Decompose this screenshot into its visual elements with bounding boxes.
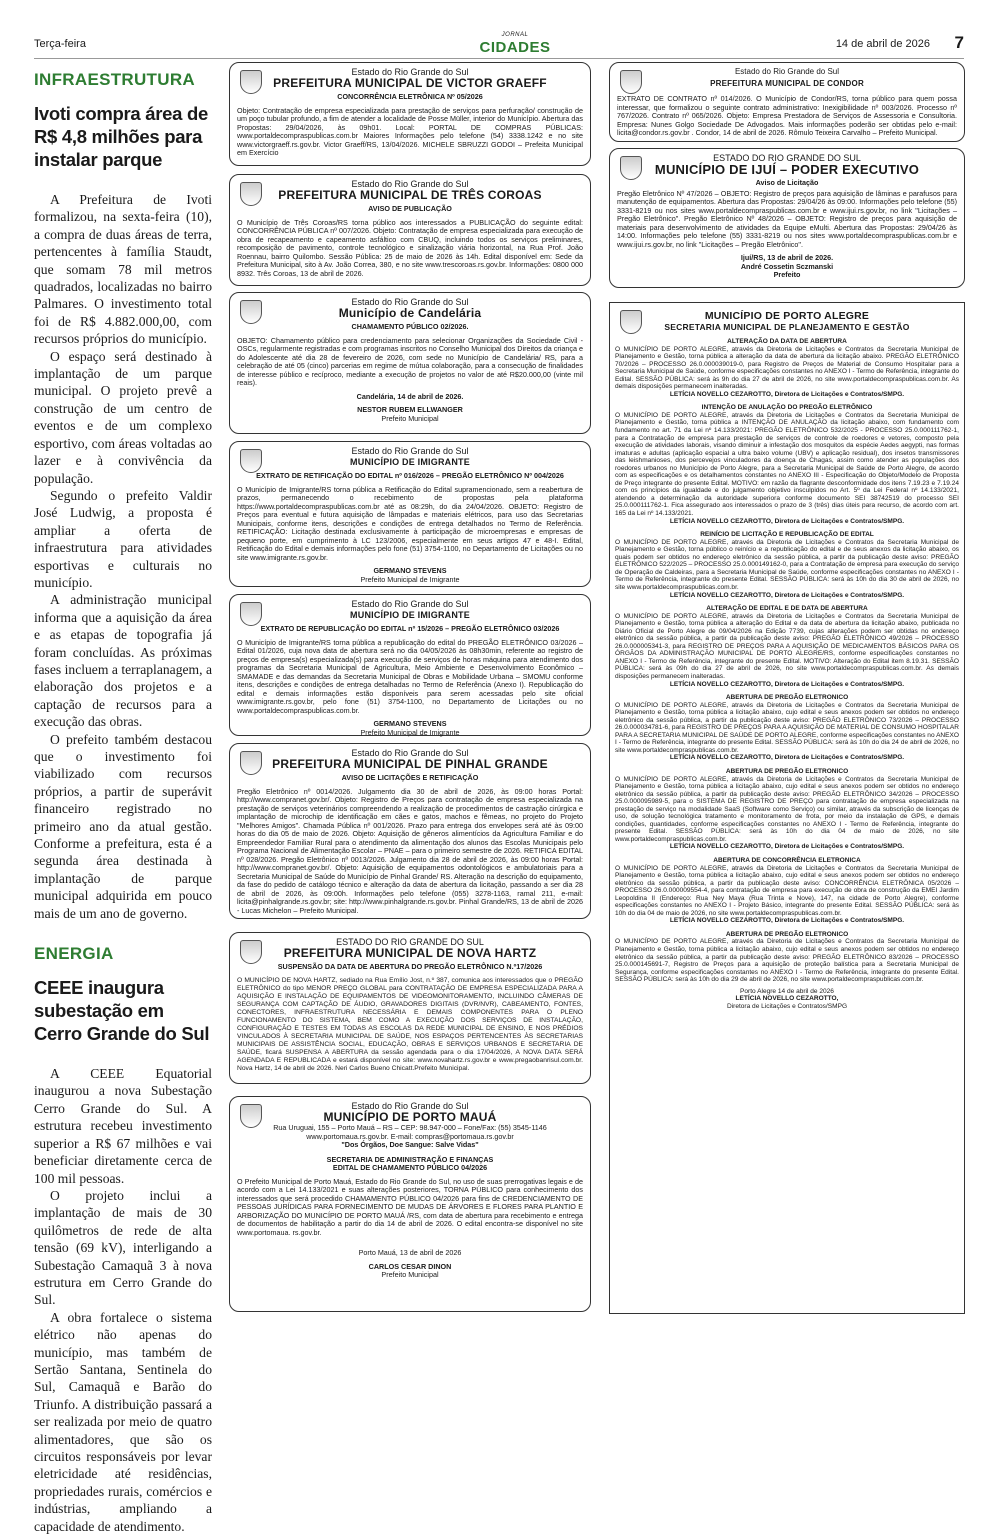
notice-signature: LETÍCIA NOVELLO CEZAROTTO, Diretora de Licitações e Contratos/SMPG.	[669, 754, 905, 762]
crest-icon	[240, 751, 262, 775]
notice-item	[615, 694, 959, 762]
notice-text: O MUNICÍPIO DE PORTO ALEGRE, através da Diretoria de Licitações e Contratos da Secretaria Municipal de Planejamento e Gestão, torna pública a alteração do Edital e da data de abertura da licitação abaixo, publicada no Diário Oficial de Porto Alegre de 09/04/2026 na Edição 7739, cujas alterações podem ser obtidas no endereço eletrônico da sessão pública, a partir da publicação deste aviso: PREGÃO ELETRÔNICO 49/2026 – PROCESSO 26.0.000005341-3, para REGISTRO DE PREÇOS PARA A AQUISIÇÃO DE MEDICAMENTOS BÁSICOS PARA OS ÓRGÃOS DA ADMINISTRAÇÃO MUNICIPAL DE PORTO ALEGRE/RS, conforme especificações constantes no ANEXO I - Termo de Referência, integrante do presente Edital. MOTIVO: Alteração do Edital item 8.19.31. SESSÃO PÚBLICA: será às 09h do dia 27 de abril de 2026, no site www.portaldecompraspublicas.com.br. As demais disposições permanecem inalteradas.	[615, 612, 959, 680]
notice-heading: INTENÇÃO DE ANULAÇÃO DO PREGÃO ELETRÔNICO	[701, 404, 873, 412]
article-body: A Prefeitura de Ivoti formalizou, na sexta-feira (10), a compra de duas áreas de terra, pertencentes à família Staudt, que somam 78 mil metros quadrados, localizadas no bairro Palmares. O investimento total foi de R$ 4.882.000,00, com recursos próprios do município. O espaço será destinado à implantação de um parque municipal. O projeto prevê a construção de um centro de eventos e de um complexo esportivo, com áreas voltadas ao lazer e à convivência da população. Segundo o prefeito Valdir José Ludwig, a proposta é ampliar a oferta de infraestrutura para atividades esportivas e culturais no município. A administração municipal informa que a aquisição da área e as etapas de topografia já foram concluídas. As próximas fases incluem a terraplanagem, a elaboração dos projetos e a captação de recursos para a execução das obras. O prefeito também destacou que o investimento foi viabilizado com recursos próprios, a partir de superávit financeiro registrado no primeiro ano da atual gestão. Conforme a prefeitura, esta é a segunda área destinada à implantação de parque municipal adquirida em pouco mais de um ano de governo.	[34, 192, 212, 921]
crest-icon	[240, 940, 262, 964]
notice-text: O MUNICÍPIO DE PORTO ALEGRE, através da Diretoria de Licitações e Contratos da Secretaria Municipal de Planejamento e Gestão, torna pública a licitação abaixo, cujo edital e seus anexos podem ser obtidos no endereço eletrônico da sessão pública, a partir da publicação deste aviso: PREGÃO ELETRÔNICO 73/2026 – PROCESSO 26.0.000034781-6, para REGISTRO DE PREÇOS PARA A AQUISIÇÃO DE MATERIAL DE CONSUMO HOSPITALAR PARA A SECRETARIA MUNICIPAL DE SAÚDE DE PORTO ALEGRE, conforme especificações constantes no ANEXO I - Termo de Referência, integrante do presente Edital. SESSÃO PÚBLICA: será às 10h do dia 24 de abril de 2026, no site www.portaldecompraspublicas.com.br.	[615, 701, 959, 754]
notice-signature: LETÍCIA NOVELLO CEZAROTTO, Diretora de Licitações e Contratos/SMPG.	[669, 917, 905, 925]
ad-ijui: ESTADO DO RIO GRANDE DO SUL MUNICÍPIO DE IJUÍ – PODER EXECUTIVO Aviso de Licitação Pregão Eletrônico Nº 47/2026 – OBJETO: Registro de preços para aquisição de lâminas e parafusos para manutenção de equipamentos. Abertura das Propostas: 29/04/26 às 09:00. Informações pelo telefone (55) 3331-8219 ou nos sites www.portaldecompraspublicas.com.br e www.ijui.rs.gov.br, no link "Licitações – Pregão Eletrônico". Pregão Eletrônico Nº 48/2026 – OBJETO: Registro de preços para aquisição de materiais para desenvolvimento de atividades da Equipe eMulti. Abertura das Propostas: 29/04/26 às 14:00. Informações pelo telefone (55) 3331-8219 ou nos sites www.portaldecompraspublicas.com.br e www.ijui.rs.gov.br, no link "Licitações – Pregão Eletrônico". Ijuí/RS, 13 de abril de 2026. André Cossetin Sczmanski Prefeito	[609, 148, 965, 288]
article-headline: Ivoti compra área de R$ 4,8 milhões para instalar parque	[34, 103, 208, 170]
notice-signature: LETÍCIA NOVELLO CEZAROTTO, Diretora de Licitações e Contratos/SMPG.	[669, 680, 905, 688]
crest-icon	[240, 602, 262, 626]
article-headline: CEEE inaugura subestação em Cerro Grande do Sul	[34, 977, 210, 1045]
crest-icon	[240, 449, 262, 473]
notice-text: O MUNICÍPIO DE PORTO ALEGRE, através da Diretoria de Licitações e Contratos da Secretaria Municipal de Planejamento e Gestão, torna pública a INTENÇÃO DE ANULAÇÃO da licitação abaixo, com fundamento com fundamento no art. 71 da Lei nº 14.133/2021: PREGÃO ELETRÔNICO 532/2025 - PROCESSO 25.0.000111762-1, para a Contratação de empresa para prestação de serviços de controle de roedores e vetores, composto pela execução de atividades laborais, visando diminuir a infestação dos mosquitos da espécie Aedes aegypti, nas formas imaturas e adultas (aplicação espacial a ultra baixo volume (UBV) e aplicação residual), dos insetos transmissores das leishmanioses, dos percevejos vinculadores da doença de Chagas, assim como atender as populações dos roedores urbanos no Município de Porto Alegre, para a Secretaria Municipal de Saúde de Porto Alegre, de acordo com as especificações e os detalhamentos constantes no ANEXO III - Especificação do Objeto/Modelo de Proposta de Preço integrante do presente Edital. MOTIVO: em razão da flagrante desconformidade dos itens 7.19.23 e 7.19.24 com os princípios da igualdade e do julgamento objetivo insculpidos no Art. 5º da Lei Federal nº 14.133/2021, atendendo a determinação da autoridade superiora conforme documento SEI 38742519 do processo SEI 25.0.000111762-1. Fica assegurado aos interessados o prazo de 3 (três) dias úteis para recurso, de acordo com art. 165 da Lei nº 14.133/2021.	[615, 411, 959, 518]
notice-signature: LETÍCIA NOVELLO CEZAROTTO, Diretora de Licitações e Contratos/SMPG.	[669, 591, 905, 599]
ad-porto-maua: Estado do Rio Grande do Sul MUNICÍPIO DE PORTO MAUÁ Rua Uruguai, 155 – Porto Mauá – RS – CEP: 98.947-000 – Fone/Fax: (55) 3545-1146 www.portomaua.rs.gov.br. E-mail: compras@portomaua.rs.gov.br "Dos Órgãos, Doe Sangue: Salve Vidas" SECRETARIA DE ADMINISTRAÇÃO E FINANÇAS EDITAL DE CHAMAMENTO PÚBLICO 04/2026 O Prefeito Municipal de Porto Mauá, Estado do Rio Grande do Sul, no uso de suas prerrogativas legais e de acordo com a Lei 14.133/2021 e suas alterações posteriores, TORNA PÚBLICO para conhecimento dos interessados que será procedido CHAMAMENTO PÚBLICO 04/2026 para fins de CREDENCIAMENTO DE PESSOAS JURÍDICAS PARA FORNECIMENTO DE MUDAS DE ÁRVORES E FLORES PARA PLANTIO E ARBORIZAÇÃO DO MUNICÍPIO DE PORTO MAUÁ /RS, com data de abertura para recebimento e entrega de documentos de habilitação a partir do dia 14 de abril de 2026. O edital encontra-se disponível no site www.portomaua. rs.gov.br. Porto Mauá, 13 de abril de 2026 CARLOS CESAR DINON Prefeito Municipal	[229, 1096, 591, 1312]
page-header	[34, 32, 964, 58]
notice-text: O MUNICÍPIO DE PORTO ALEGRE, através da Diretoria de Licitações e Contratos da Secretaria Municipal de Planejamento e Gestão, torna público o reinício e a republicação do edital e de seus anexos da licitação abaixo, os quais podem ser obtidos no endereço eletrônico da sessão pública, a partir da publicação deste aviso: PREGÃO ELETRÔNICO 522/2025 – PROCESSO 25.0.000149162-0, para a Contratação de empresa para execução do serviço de Operação de Caldeiras, para a Secretaria Municipal de Saúde, conforme especificações constantes no ANEXO I - Termo de Referência, integrante do presente Edital. SESSÃO PÚBLICA: será às 10h do dia 30 de abril de 2026, no site www.portaldecompraspublicas.com.br.	[615, 538, 959, 591]
crest-icon	[620, 156, 642, 180]
ad-imigrante-retificacao: Estado do Rio Grande do Sul MUNICÍPIO DE IMIGRANTE EXTRATO DE RETIFICAÇÃO DO EDITAL nº 016/2026 – PREGÃO ELETRÔNICO Nº 004/2026 O Município de Imigrante/RS torna pública a Retificação do Edital supramencionado, sem a reabertura de prazos, permanecendo o recebimento de propostas pela plataforma https://www.portaldecompraspublicas.com.br até as 08:29h, do dia 24/04/2026. OBJETO: Registro de Preços para eventual e futura aquisição de lâmpadas e materiais elétricos, para uso das Secretarias Municipais, conforme itens, descrições e condições de entrega detalhados no Termo de Referência. RETIFICAÇÃO: Licitação destinada exclusivamente à participação de microempresas e empresas de pequeno porte, em cumprimento à LC 123/2006, especialmente em seus artigos 47 e 48-I. Edital, Retificação do Edital e demais informações pelo fone (51) 3754-1100, no Departamento de Licitações ou no site www.imigrante.rs.gov.br. GERMANO STEVENS Prefeito Municipal de Imigrante	[229, 441, 591, 587]
ad-pinhal-grande: Estado do Rio Grande do Sul PREFEITURA MUNICIPAL DE PINHAL GRANDE AVISO DE LICITAÇÕES E RETIFICAÇÃO Pregão Eletrônico nº 0014/2026. Julgamento dia 30 de abril de 2026, às 09:00 horas Portal: http://www.compranet.gov.br/. Objeto: Registro de Preços para contratação de empresa especializada na prestação de serviços veterinários compreendendo a realização de procedimentos de castração cirúrgica e implantação de microchip de identificação em cães e gatos, machos e fêmeas, no projeto do Projeto "Melhores Amigos". Chamada Pública nº 001/2026. Prazo para entrega dos envelopes será até às 09:00 horas do dia 05 de maio de 2026. Objeto: Aquisição de gêneros alimentícios da Agricultura Familiar e do Empreendedor Familiar Rural para o atendimento da alimentação dos alunos das Escolas Municipais pelo Programa Nacional de Alimentação Escolar – PNAE – para o primeiro semestre de 2026. RETIFICA EDITAL nº 028/2026. Pregão Eletrônico nº 0013/2026. Julgamento dia 28 de abril de 2026, às 09:00 horas Portal: http://www.compranet.gov.br/. Objeto: Aquisição de equipamentos odontológicos e ambulatoriais para a Secretaria Municipal de Saúde do Município de Pinhal Grande/ RS. Alteração na descrição do equipamento, da fase do pedido de catálogo técnico e alteração da data de abertura da licitação, passando a ser dia 28 de abril de 2026, às 09:00h. Informações pelo telefone (055) 3278-1163, ramal 211, e-mail: licita@pinhalgrande.rs.gov.br; site: http://www.pinhalgrande.rs.gov.br. Pinhal Grande/RS, 13 de abril de 2026 - Lucas Michelon – Prefeito Municipal.	[229, 743, 591, 919]
crest-icon	[240, 70, 262, 94]
section-kicker: INFRAESTRUTURA	[34, 70, 195, 89]
notice-signature: LETÍCIA NOVELLO CEZAROTTO, Diretora de Licitações e Contratos/SMPG.	[669, 390, 905, 398]
notice-heading: ABERTURA DE PREGÃO ELETRONICO	[725, 767, 849, 775]
notice-text: O MUNICÍPIO DE PORTO ALEGRE, através da Diretoria de Licitações e Contratos da Secretaria Municipal de Planejamento e Gestão, torna pública a licitação abaixo, cujo edital e seus anexos podem ser obtidos no endereço eletrônico da sessão pública, a partir da publicação deste aviso: PREGÃO ELETRÔNICO 83/2026 – PROCESSO 25.0.000145691-7, Registro de Preços para a aquisição de proteção balística para a Secretaria Municipal de Segurança, conforme especificações constantes no ANEXO I - Termo de Referência, integrante do presente Edital. SESSÃO PÚBLICA: será às 10h do dia 29 de abril de 2026, no site www.portaldecompraspublicas.com.br.	[615, 938, 959, 984]
header-day: Terça-feira	[34, 38, 86, 50]
notice-heading: ALTERAÇÃO DE EDITAL E DE DATA DE ABERTURA	[706, 605, 868, 613]
page-number: 7	[954, 33, 964, 52]
ad-nova-hartz: ESTADO DO RIO GRANDE DO SUL PREFEITURA MUNICIPAL DE NOVA HARTZ SUSPENSÃO DA DATA DE ABERTURA DO PREGÃO ELETRÔNICO N.º17/2026 O MUNICÍPIO DE NOVA HARTZ, sediado na Rua Emílio Jost, n.º 387, comunica aos interessados que o PREGÃO ELETRÔNICO do tipo MENOR PREÇO GLOBAL para CONTRATAÇÃO DE EMPRESA ESPECIALIZADA PARA A AQUISIÇÃO E INSTALAÇÃO DE EQUIPAMENTOS DE VIDEOMONITORAMENTO, INCLUINDO CÂMERAS DE SEGURANÇA COM CAPTAÇÃO DE ÁUDIO, GRAVADORES DIGITAIS (DVR/NVR), CABEAMENTO, FONTES, CONECTORES, INFRAESTRUTURA NECESSÁRIA E DEMAIS COMPONENTES PARA O PLENO FUNCIONAMENTO DO SISTEMA, BEM COMO A EXECUÇÃO DOS SERVIÇOS DE INSTALAÇÃO, CONFIGURAÇÃO E TESTES EM TODAS AS ESCOLAS DA REDE MUNICIPAL DE ENSINO, E NOS PRÉDIOS VINCULADOS À SECRETARIA MUNICIPAL DE SAÚDE, NOS ESPAÇOS PERTENCENTES ÀS SECRETARIAS MUNICIPAIS DE ASSISTÊNCIA SOCIAL, EDUCAÇÃO, OBRAS E SERVIÇOS URBANOS E SECRETARIA DE SAÚDE, ficará SUSPENSA A ABERTURA da sessão agendada para o dia 17/04/2026, A NOVA DATA SERÁ AGENDADA E REPUBLICADA e estará disponível no site: www.novahartz.rs.gov.br e www.pregaobanrisul.com.br. Nova Hartz, 14 de abril de 2026. Neri Carlos Bueno Chicatt.Prefeito Municipal.	[229, 932, 591, 1084]
notice-item	[615, 931, 959, 984]
crest-icon	[620, 310, 642, 334]
header-rule	[34, 58, 964, 59]
notice-heading: ABERTURA DE PREGÃO ELETRONICO	[725, 930, 849, 938]
notice-text: O MUNICÍPIO DE PORTO ALEGRE, através da Diretoria de Licitações e Contratos da Secretaria Municipal de Planejamento e Gestão, torna pública a licitação abaixo, cujo edital e seus anexos podem ser obtidos no endereço eletrônico da sessão pública, a partir da publicação deste aviso: CONCORRÊNCIA ELETRÔNICA 05/2026 – PROCESSO 26.0.000009554-4, para contratação de empresa para execução de obra de construção da EMEI Jardim Leopoldina II (Endereço: Rua Ney Maya (Rua Trinta e Nove), 147, na cidade de Porto Alegre), conforme especificações constantes no ANEXO I - Projeto Básico, integrante do presente Edital. SESSÃO PÚBLICA: será às 10h do dia 04 de maio de 2026, no site www.portaldecompraspublicas.com.br.	[615, 864, 959, 917]
ad-condor: Estado do Rio Grande do Sul PREFEITURA MUNICIPAL DE CONDOR EXTRATO DE CONTRATO nº 014/2026. O Município de Condor/RS, torna público para quem possa interessar, que formalizou o seguinte contrato administrativo: Inexigibilidade nº 003/2026. Processo nº 767/2026. Contrato nº 065/2026. Objeto: Empresa Prestadora de Serviços de Assessoria e Consultoria. Empresa: Nunes Golgo Sociedade De Advogados. Mais informações poderão ser obtidas pelo e-mail: licita@condor.rs.gov.br . Condor, 14 de abril de 2026. Rômulo Teixeira Carvalho – Prefeito Municipal.	[609, 62, 965, 142]
notice-signature: LETÍCIA NOVELLO CEZAROTTO, Diretora de Licitações e Contratos/SMPG.	[669, 517, 905, 525]
notice-item	[615, 338, 959, 398]
news-column	[34, 70, 212, 1535]
notice-text: O MUNICÍPIO DE PORTO ALEGRE, através da Diretoria de Licitações e Contratos da Secretaria Municipal de Planejamento e Gestão, torna pública a alteração da data de abertura da licitação abaixo. PREGÃO ELETRÔNICO 70/2026 – PROCESSO 26.0.000039019-0, para Registro de Preços de Material de Consumo Hospitalar para a Secretaria Municipal de Saúde, conforme especificações constantes no ANEXO I - Termo de Referência, integrante do Edital. SESSÃO PÚBLICA: será às 9h do dia 27 de abril de 2026, no site www.portaldecompraspublicas.com.br. As demais disposições permanecem inalteradas.	[615, 345, 959, 391]
notice-list	[615, 338, 959, 984]
notice-item	[615, 404, 959, 525]
notice-item	[615, 857, 959, 925]
ad-tres-coroas: Estado do Rio Grande do Sul PREFEITURA MUNICIPAL DE TRÊS COROAS AVISO DE PUBLICAÇÃO O Município de Três Coroas/RS torna público aos interessados a PUBLICAÇÃO do seguinte edital: CONCORRÊNCIA PÚBLICA nº 007/2026. Objeto: Contratação de empresa especializada para execução de obra de recapeamento e capeamento asfáltico com CBUQ, incluindo todos os serviços preliminares, recomposição de pavimento, controle tecnológico e sinalização viária horizontal, na Rua Prof. João Roennau, bairro Quilombo. Sessão Pública: 25 de maio de 2026 às 14h. Edital disponível em: Sede da Prefeitura Municipal, sito à Av. João Correa, 380, e no site www.trescoroas.rs.gov.br. Informações: 0800 000 8932. Três Coroas, 13 de abril de 2026.	[229, 174, 591, 286]
notice-text: O MUNICÍPIO DE PORTO ALEGRE, através da Diretoria de Licitações e Contratos da Secretaria Municipal de Planejamento e Gestão, torna pública a licitação abaixo, cujo edital e seus anexos podem ser obtidos no endereço eletrônico da sessão pública, a partir da publicação deste aviso: PREGÃO ELETRÔNICO 34/2026 – PROCESSO 25.0.000095989-5, para o SISTEMA DE REGISTRO DE PREÇO para contratação de empresa especializada na prestação de serviço na modalidade SaaS (Software como Serviço) ou similar, através da subscrição de licenças de uso, de solução tecnológica tratamento e monitoramento de frota, por meio da instalação de GPS, e demais condições, quantidades, conforme especificações constantes no ANEXO I - Termo de Referência, integrante do presente Edital. SESSÃO PÚBLICA: será às 10h do dia 04 de maio de 2026, no site www.portaldecompraspublicas.com.br.	[615, 775, 959, 843]
ad-candelaria: Estado do Rio Grande do Sul Município de Candelária CHAMAMENTO PÚBLICO 02/2026. OBJETO: Chamamento público para credenciamento para selecionar Organizações da Sociedade Civil - OSCs, regularmente registradas e com programas inscritos no Conselho Municipal dos Direitos da criança e do Adolescente até dia 28 de fevereiro de 2026, com sede no Município de Candelária/ RS, para a celebração de até 05 (cinco) parcerias em regime de mútua colaboração, para a consecução de finalidades de interesse público e recíproco, mediante a execução de projetos no valor de até R$20.000,00 (vinte mil reais). Candelária, 14 de abril de 2026. NESTOR RUBEM ELLWANGER Prefeito Municipal	[229, 292, 591, 434]
ad-porto-alegre: MUNICÍPIO DE PORTO ALEGRE SECRETARIA MUNICIPAL DE PLANEJAMENTO E GESTÃO ALTERAÇÃO DA DATA DE ABERTURA O MUNICÍPIO DE PORTO ALEGRE, através da Diretoria de Licitações e Contratos da Secretaria Municipal de Planejamento e Gestão, torna pública a alteração da data de abertura da licitação abaixo. PREGÃO ELETRÔNICO 70/2026 – PROCESSO 26.0.000039019-0, para Registro de Preços de Material de Consumo Hospitalar para a Secretaria Municipal de Saúde, conforme especificações constantes no ANEXO I - Termo de Referência, integrante do Edital. SESSÃO PÚBLICA: será às 9h do dia 27 de abril de 2026, no site www.portaldecompraspublicas.com.br. As demais disposições permanecem inalteradas. LETÍCIA NOVELLO CEZAROTTO, Diretora de Licitações e Contratos/SMPG. INTENÇÃO DE ANULAÇÃO DO PREGÃO ELETRÔNICO O MUNICÍPIO DE PORTO ALEGRE, através da Diretoria de Licitações e Contratos da Secretaria Municipal de Planejamento e Gestão, torna pública a INTENÇÃO DE ANULAÇÃO da licitação abaixo, com fundamento com fundamento no art. 71 da Lei nº 14.133/2021: PREGÃO ELETRÔNICO 532/2025 - PROCESSO 25.0.000111762-1, para a Contratação de empresa para prestação de serviços de controle de roedores e vetores, composto pela execução de atividades laborais, visando diminuir a infestação dos mosquitos da espécie Aedes aegypti, nas formas imaturas e adultas (aplicação espacial a ultra baixo volume (UBV) e aplicação residual), dos insetos transmissores das leishmanioses, dos percevejos vinculadores da doença de Chagas, assim como atender as populações dos roedores urbanos no Município de Porto Alegre, para a Secretaria Municipal de Saúde de Porto Alegre, de acordo com as especificações e os detalhamentos constantes no ANEXO III - Especificação do Objeto/Modelo de Proposta de Preço integrante do presente Edital. MOTIVO: em razão da flagrante desconformidade dos itens 7.19.23 e 7.19.24 com os princípios da igualdade e do julgamento objetivo insculpidos no Art. 5º da Lei Federal nº 14.133/2021, atendendo a determinação da autoridade superiora conforme documento SEI 38742519 do processo SEI 25.0.000111762-1. Fica assegurado aos interessados o prazo de 3 (três) dias úteis para recurso, de acordo com art. 165 da Lei nº 14.133/2021. LETÍCIA NOVELLO CEZAROTTO, Diretora de Licitações e Contratos/SMPG. REINÍCIO DE LICITAÇÃO E REPUBLICAÇÃO DE EDITAL O MUNICÍPIO DE PORTO ALEGRE, através da Diretoria de Licitações e Contratos da Secretaria Municipal de Planejamento e Gestão, torna público o reinício e a republicação do edital e de seus anexos da licitação abaixo, os quais podem ser obtidos no endereço eletrônico da sessão pública, a partir da publicação deste aviso: PREGÃO ELETRÔNICO 522/2025 – PROCESSO 25.0.000149162-0, para a Contratação de empresa para execução do serviço de Operação de Caldeiras, para a Secretaria Municipal de Saúde, conforme especificações constantes no ANEXO I - Termo de Referência, integrante do presente Edital. SESSÃO PÚBLICA: será às 10h do dia 30 de abril de 2026, no site www.portaldecompraspublicas.com.br. LETÍCIA NOVELLO CEZAROTTO, Diretora de Licitações e Contratos/SMPG. ALTERAÇÃO DE EDITAL E DE DATA DE ABERTURA O MUNICÍPIO DE PORTO ALEGRE, através da Diretoria de Licitações e Contratos da Secretaria Municipal de Planejamento e Gestão, torna pública a alteração do Edital e da data de abertura da licitação abaixo, publicada no Diário Oficial de Porto Alegre de 09/04/2026 na Edição 7739, cujas alterações podem ser obtidas no endereço eletrônico da sessão pública, a partir da publicação deste aviso: PREGÃO ELETRÔNICO 49/2026 – PROCESSO 26.0.000005341-3, para REGISTRO DE PREÇOS PARA A AQUISIÇÃO DE MEDICAMENTOS BÁSICOS PARA OS ÓRGÃOS DA ADMINISTRAÇÃO MUNICIPAL DE PORTO ALEGRE/RS, conforme especificações constantes no ANEXO I - Termo de Referência, integrante do presente Edital. MOTIVO: Alteração do Edital item 8.19.31. SESSÃO PÚBLICA: será às 09h do dia 27 de abril de 2026, no site www.portaldecompraspublicas.com.br. As demais disposições permanecem inalteradas. LETÍCIA NOVELLO CEZAROTTO, Diretora de Licitações e Contratos/SMPG. ABERTURA DE PREGÃO ELETRONICO O MUNICÍPIO DE PORTO ALEGRE, através da Diretoria de Licitações e Contratos da Secretaria Municipal de Planejamento e Gestão, torna pública a licitação abaixo, cujo edital e seus anexos podem ser obtidos no endereço eletrônico da sessão pública, a partir da publicação deste aviso: PREGÃO ELETRÔNICO 73/2026 – PROCESSO 26.0.000034781-6, para REGISTRO DE PREÇOS PARA A AQUISIÇÃO DE MATERIAL DE CONSUMO HOSPITALAR PARA A SECRETARIA MUNICIPAL DE SAÚDE DE PORTO ALEGRE, conforme especificações constantes no ANEXO I - Termo de Referência, integrante do presente Edital. SESSÃO PÚBLICA: será às 10h do dia 24 de abril de 2026, no site www.portaldecompraspublicas.com.br. LETÍCIA NOVELLO CEZAROTTO, Diretora de Licitações e Contratos/SMPG. ABERTURA DE PREGÃO ELETRONICO O MUNICÍPIO DE PORTO ALEGRE, através da Diretoria de Licitações e Contratos da Secretaria Municipal de Planejamento e Gestão, torna pública a licitação abaixo, cujo edital e seus anexos podem ser obtidos no endereço eletrônico da sessão pública, a partir da publicação deste aviso: PREGÃO ELETRÔNICO 34/2026 – PROCESSO 25.0.000095989-5, para o SISTEMA DE REGISTRO DE PREÇO para contratação de empresa especializada na prestação de serviço na modalidade SaaS (Software como Serviço) ou similar, através da subscrição de licenças de uso, de solução tecnológica tratamento e monitoramento de frota, por meio da instalação de GPS, e demais condições, quantidades, conforme especificações constantes no ANEXO I - Termo de Referência, integrante do presente Edital. SESSÃO PÚBLICA: será às 10h do dia 04 de maio de 2026, no site www.portaldecompraspublicas.com.br. LETÍCIA NOVELLO CEZAROTTO, Diretora de Licitações e Contratos/SMPG. ABERTURA DE CONCORRÊNCIA ELETRONICA O MUNICÍPIO DE PORTO ALEGRE, através da Diretoria de Licitações e Contratos da Secretaria Municipal de Planejamento e Gestão, torna pública a licitação abaixo, cujo edital e seus anexos podem ser obtidos no endereço eletrônico da sessão pública, a partir da publicação deste aviso: CONCORRÊNCIA ELETRÔNICA 05/2026 – PROCESSO 26.0.000009554-4, para contratação de empresa para execução de obra de construção da EMEI Jardim Leopoldina II (Endereço: Rua Ney Maya (Rua Trinta e Nove), 147, na cidade de Porto Alegre), conforme especificações constantes no ANEXO I - Projeto Básico, integrante do presente Edital. SESSÃO PÚBLICA: será às 10h do dia 04 de maio de 2026, no site www.portaldecompraspublicas.com.br. LETÍCIA NOVELLO CEZAROTTO, Diretora de Licitações e Contratos/SMPG. ABERTURA DE PREGÃO ELETRONICO O MUNICÍPIO DE PORTO ALEGRE, através da Diretoria de Licitações e Contratos da Secretaria Municipal de Planejamento e Gestão, torna pública a licitação abaixo, cujo edital e seus anexos podem ser obtidos no endereço eletrônico da sessão pública, a partir da publicação deste aviso: PREGÃO ELETRÔNICO 83/2026 – PROCESSO 25.0.000145691-7, Registro de Preços para a aquisição de proteção balística para a Secretaria Municipal de Segurança, conforme especificações constantes no ANEXO I - Termo de Referência, integrante do presente Edital. SESSÃO PÚBLICA: será às 10h do dia 29 de abril de 2026, no site www.portaldecompraspublicas.com.br. Porto Alegre 14 de abril de 2026 LETÍCIA NOVELLO CEZAROTTO, Diretora de Licitações e Contratos/SMPG	[609, 302, 965, 1314]
notice-heading: REINÍCIO DE LICITAÇÃO E REPUBLICAÇÃO DE EDITAL	[700, 531, 874, 539]
notice-item	[615, 531, 959, 599]
ad-victor-graeff: Estado do Rio Grande do Sul PREFEITURA MUNICIPAL DE VICTOR GRAEFF CONCORRÊNCIA ELETRÔNICA Nº 05/2026 Objeto: Contratação de empresa especializada para prestação de serviços para perfuração/ construção de um poço tubular profundo, a fim de atender a localidade de Posse Müller, interior do Município. Abertura das Propostas: 29/04/2026, às 09h01. Local: PORTAL DE COMPRAS PÚBLICAS: www.portaldecompraspublicas.com.br Maiores Informações pelo telefone (54) 3338.1242 e no site www.victorgraeff.rs.gov.br. Victor Graeff/RS, 13/04/2026. MICHELE SBRUZZI GODOI – Prefeita Municipal em Exercício	[229, 62, 591, 166]
notice-item	[615, 605, 959, 688]
crest-icon	[240, 182, 262, 206]
section-kicker: ENERGIA	[34, 944, 114, 964]
header-date: 14 de abril de 2026	[835, 38, 930, 50]
notice-item	[615, 768, 959, 851]
crest-icon	[620, 70, 642, 94]
notice-heading: ABERTURA DE PREGÃO ELETRONICO	[725, 694, 849, 702]
ad-imigrante-republicacao: Estado do Rio Grande do Sul MUNICÍPIO DE IMIGRANTE EXTRATO DE REPUBLICAÇÃO DO EDITAL nº 15/2026 – PREGÃO ELETRÔNICO 03/2026 O Município de Imigrante/RS torna pública a republicação do edital do PREGÃO ELETRÔNICO 03/2026 – Edital 01/2026, cuja nova data de abertura será no dia 04/05/2026 às 08h30min, referente ao registro de preços de empresa(s) especializada(s) para execução de serviços de horas máquina para atendimento dos programas da Secretaria Municipal de Agricultura, Meio Ambiente e Desenvolvimento Econômico – SMAMADE e das demandas da Secretaria Municipal de Obras e Mobilidade Urbana – SMOMU conforme itens, descrições e condições de entrega detalhadas no Termo de Referência (Anexo I). Republicação do edital e demais informações estão disponíveis para serem acessadas pelo site oficial www.imigrante.rs.gov.br, pelo fone (51) 3754-1100, no Departamento de Licitações ou no www.portaldecompraspublicas.com.br. GERMANO STEVENS Prefeito Municipal de Imigrante	[229, 594, 591, 736]
crest-icon	[240, 300, 262, 324]
notice-heading: ALTERAÇÃO DA DATA DE ABERTURA	[727, 338, 847, 345]
crest-icon	[240, 1104, 262, 1128]
notice-signature: LETÍCIA NOVELLO CEZAROTTO, Diretora de Licitações e Contratos/SMPG.	[669, 843, 905, 851]
newspaper-logo: JORNAL CIDADES	[479, 32, 551, 56]
article-body: A CEEE Equatorial inaugurou a nova Subestação Cerro Grande do Sul. A estrutura recebeu investimento superior a R$ 67 milhões e vai beneficiar diretamente cerca de 100 mil pessoas. O projeto inclui a implantação de mais de 30 quilômetros de rede de alta tensão (69 kV), interligando a Subestação Camaquã 3 à nova estrutura em Cerro Grande do Sul. A obra fortalece o sistema elétrico não apenas do município, mas também de Sertão Santana, Sentinela do Sul, Camaquã e Barão do Triunfo. A distribuição passará a ser realizada por meio de quatro alimentadores, que são os circuitos responsáveis por levar eletricidade até residências, propriedades rurais, comércios e indústrias, ampliando a capacidade de atendimento.	[34, 1066, 212, 1534]
notice-heading: ABERTURA DE CONCORRÊNCIA ELETRONICA	[713, 857, 861, 864]
